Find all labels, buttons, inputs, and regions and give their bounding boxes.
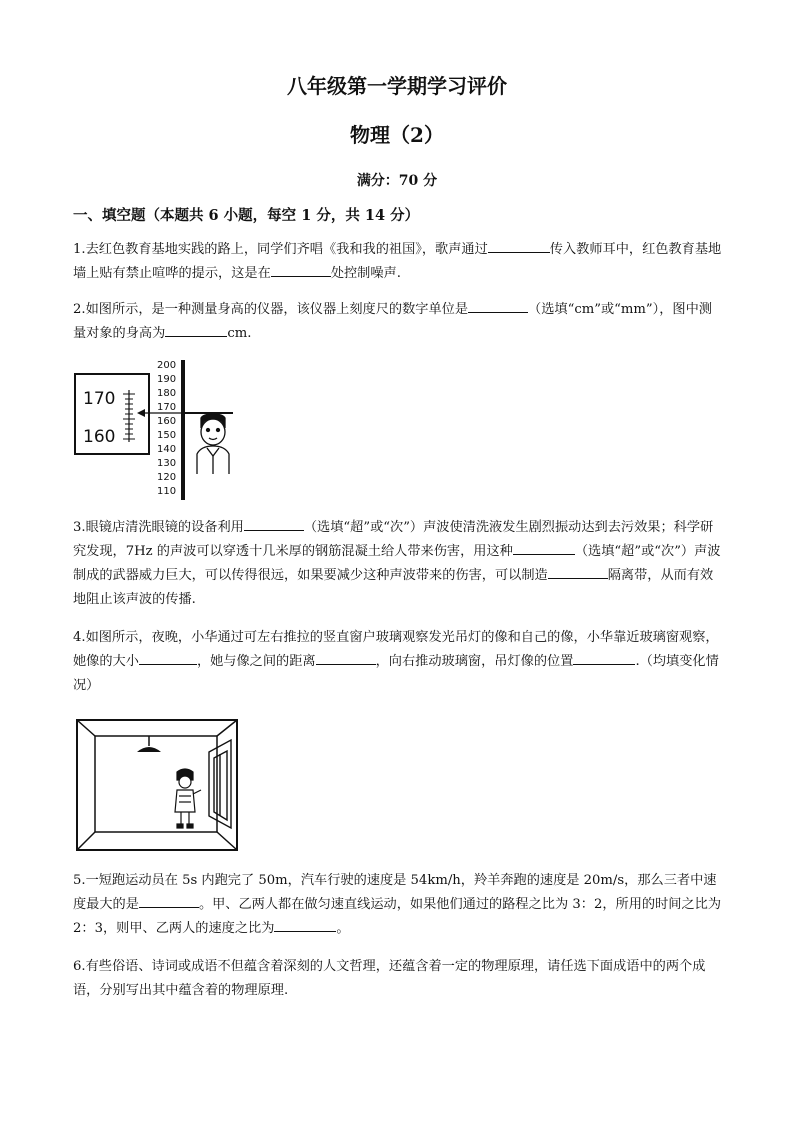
question-2 — [73, 298, 723, 346]
q5-text-c: 。 — [336, 921, 350, 936]
edge-bottom-left — [77, 832, 95, 850]
room-window-figure — [73, 716, 241, 858]
svg-text:120: 120 — [157, 472, 177, 483]
q2-blank-2[interactable] — [165, 322, 227, 337]
zoom-label-top: 170 — [83, 389, 116, 409]
q1-text-a: 1.去红色教育基地实践的路上，同学们齐唱《我和我的祖国》，歌声通过 — [73, 242, 488, 257]
height-meter-drawing — [73, 356, 253, 504]
q4-text-d: .（均填变化情况） — [73, 654, 719, 693]
full-score: 满分：70 分 — [356, 173, 438, 189]
svg-text:160: 160 — [157, 416, 177, 427]
q3-text-d: 隔离带，从而有效地阻止该声波的传播. — [73, 568, 714, 607]
q1-blank-1[interactable] — [488, 238, 550, 253]
q5-blank-1[interactable] — [139, 893, 199, 908]
svg-text:110: 110 — [157, 486, 177, 497]
question-1 — [73, 238, 723, 286]
q1-text-c: 处控制噪声. — [330, 266, 401, 281]
exam-title: 八年级第一学期学习评价 — [287, 74, 507, 98]
edge-top-left — [77, 720, 95, 736]
svg-text:150: 150 — [157, 430, 177, 441]
svg-text:170: 170 — [157, 402, 177, 413]
height-meter-figure — [73, 356, 253, 508]
svg-text:180: 180 — [157, 388, 177, 399]
q1-blank-2[interactable] — [271, 262, 331, 277]
svg-text:130: 130 — [157, 458, 177, 469]
svg-text:140: 140 — [157, 444, 177, 455]
q3-blank-1[interactable] — [244, 516, 304, 531]
hanging-lamp-icon — [137, 736, 161, 752]
question-4 — [73, 626, 723, 698]
q3-text-c: （选填“超”或“次”）声波制成的武器威力巨大，可以传得很远，如果要减少这种声波带来的伤害，可以制造 — [73, 544, 721, 583]
q3-blank-3[interactable] — [548, 564, 608, 579]
exam-subtitle: 物理（2） — [350, 123, 444, 147]
scale-labels — [157, 360, 176, 497]
svg-text:190: 190 — [157, 374, 177, 385]
q5-blank-2[interactable] — [274, 917, 336, 932]
question-3 — [73, 516, 723, 612]
svg-text:200: 200 — [157, 360, 177, 371]
edge-top-right — [217, 720, 237, 736]
q4-blank-3[interactable] — [573, 650, 635, 665]
person-icon — [197, 414, 229, 474]
q4-text-a: 4.如图所示，夜晚，小华通过可左右推拉的竖直窗户玻璃观察发光吊灯的像和自己的像，小华靠近玻璃窗观察，她像的大小 — [73, 630, 719, 669]
arrow-head-icon — [137, 409, 145, 417]
q3-text-b: （选填“超”或“次”）声波使清洗液发生剧烈振动达到去污效果；科学研究发现，7Hz 的声波可以穿透十几米厚的钢筋混凝土给人带来伤害，用这种 — [73, 520, 714, 559]
q2-text-b: （选填“cm”或“mm”），图中测量对象的身高为 — [73, 302, 712, 341]
zoom-label-bottom: 160 — [83, 427, 116, 447]
edge-bottom-right — [217, 832, 237, 850]
q2-blank-1[interactable] — [468, 298, 528, 313]
question-6 — [73, 955, 723, 1003]
sliding-window — [209, 740, 231, 828]
room-drawing — [73, 716, 241, 854]
girl-icon — [175, 769, 201, 828]
q4-blank-1[interactable] — [139, 650, 197, 665]
q4-blank-2[interactable] — [316, 650, 376, 665]
q6-text-a: 6.有些俗语、诗词或成语不但蕴含着深刻的人文哲理，还蕴含着一定的物理原理，请任选下面成语中的两个成语，分别写出其中蕴含着的物理原理. — [73, 959, 706, 998]
q4-text-c: ，向右推动玻璃窗，吊灯像的位置 — [375, 654, 574, 669]
q2-text-a: 2.如图所示，是一种测量身高的仪器，该仪器上刻度尺的数字单位是 — [73, 302, 469, 317]
room-frame — [77, 720, 237, 850]
q1-text-b: 传入教师耳中，红色教育基地墙上贴有禁止喧哗的提示，这是在 — [73, 242, 722, 281]
q5-text-a: 5.一短跑运动员在 5s 内跑完了 50m，汽车行驶的速度是 54km/h，羚羊奔跑的速度是 20m/s，那么三者中速度最大的是 — [73, 873, 717, 912]
q3-text-a: 3.眼镜店清洗眼镜的设备利用 — [73, 520, 244, 535]
q3-blank-2[interactable] — [513, 540, 575, 555]
scale-post — [181, 360, 185, 500]
section-heading: 一、填空题（本题共 6 小题，每空 1 分，共 14 分） — [73, 207, 420, 224]
q2-text-c: cm. — [227, 326, 252, 341]
q4-text-b: ，她与像之间的距离 — [196, 654, 316, 669]
question-5 — [73, 869, 723, 941]
q5-text-b: 。甲、乙两人都在做匀速直线运动，如果他们通过的路程之比为 3：2，所用的时间之比为 2：3，则甲、乙两人的速度之比为 — [73, 897, 722, 936]
